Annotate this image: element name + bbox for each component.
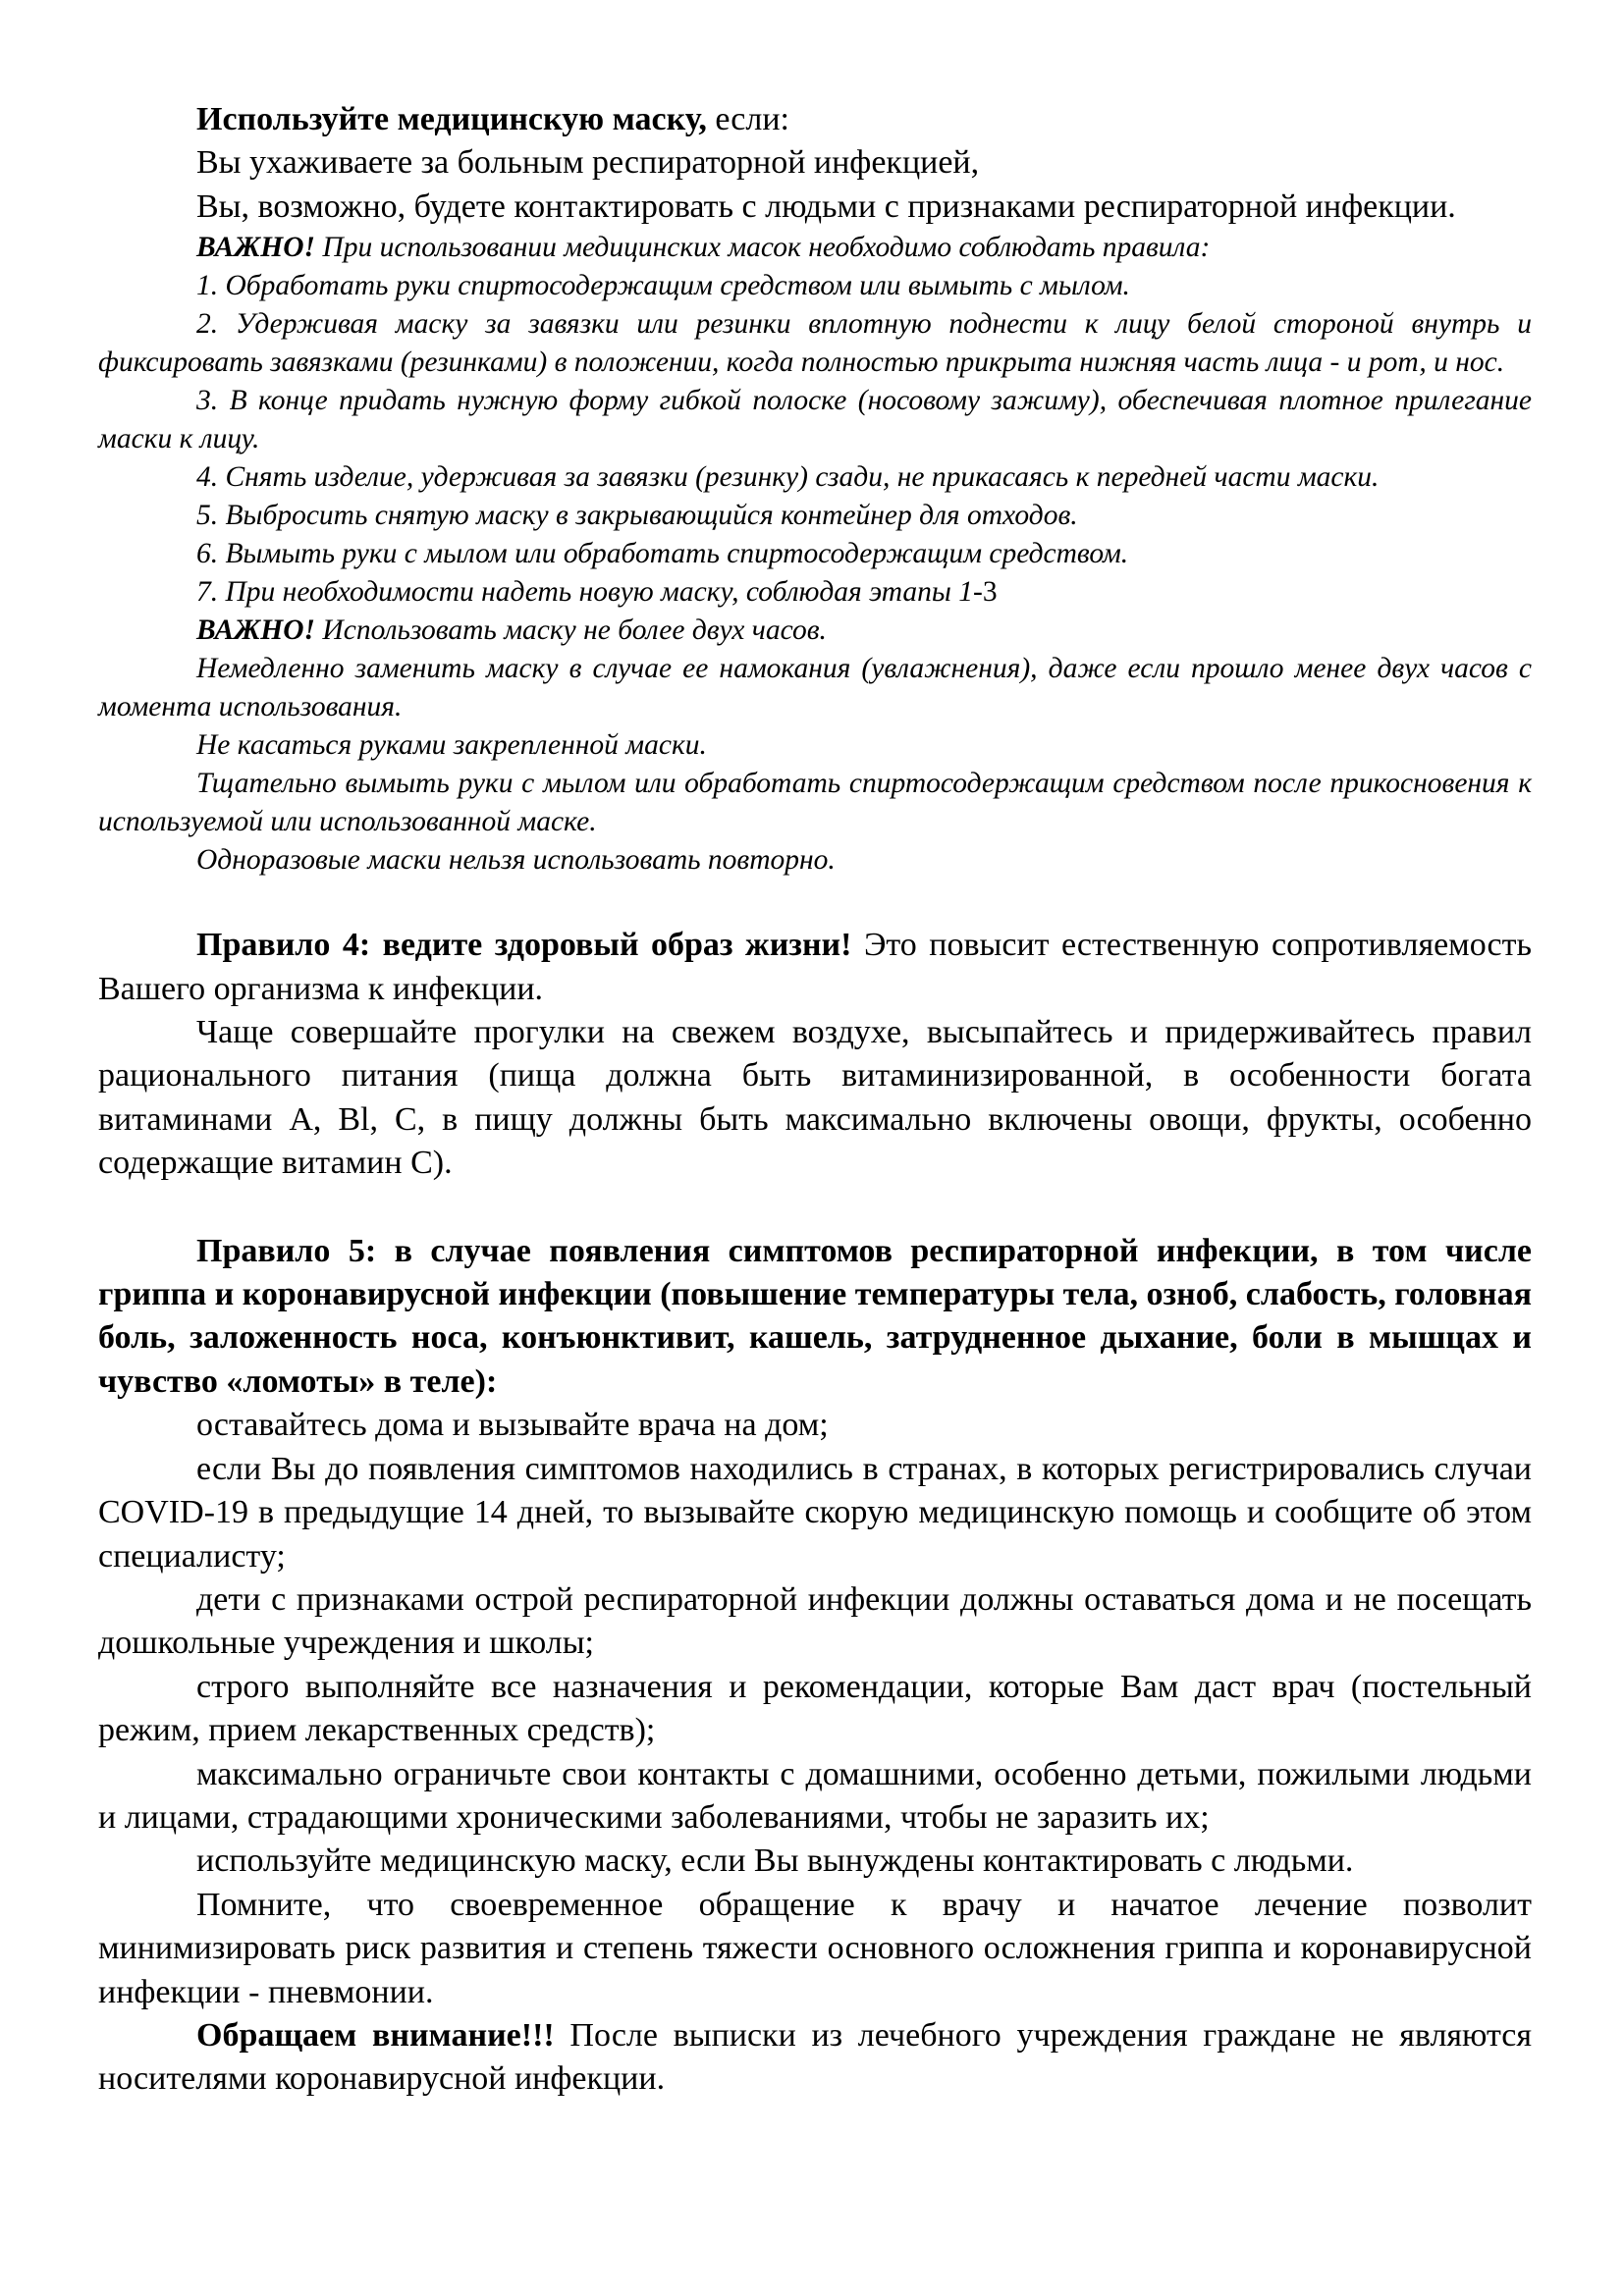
mask-intro xyxy=(98,98,1532,141)
important-label-2: ВАЖНО! xyxy=(196,614,316,647)
attention-note xyxy=(98,2014,1532,2102)
mask-step-1: 1. Обработать руки спиртосодержащим средством или вымыть с мылом. xyxy=(196,270,1130,302)
rule-5-item-4: строго выполняйте все назначения и рекомендации, которые Вам даст врач (постельный режим, прием лекарственных средств); xyxy=(98,1668,1532,1749)
rule-4-body: Чаще совершайте прогулки на свежем воздухе, высыпайтесь и придерживайтесь правил рационального питания (пища должна быть витаминизированной, в особенности богата витаминами А, Bl, С, в пищу должны быть максимально включены овощи, фрукты, особенно содержащие витамин С). xyxy=(98,1014,1532,1182)
mask-intro-bold: Используйте медицинскую маску, xyxy=(196,101,707,137)
important-label: ВАЖНО! xyxy=(196,232,316,264)
mask-note-3: Тщательно вымыть руки с мылом или обработать спиртосодержащим средством после прикосновения к используемой или использованной маске. xyxy=(98,768,1532,838)
mask-step-6: 6. Вымыть руки с мылом или обработать спиртосодержащим средством. xyxy=(196,538,1129,570)
mask-note-2: Не касаться руками закрепленной маски. xyxy=(196,729,707,762)
mask-case-2: Вы, возможно, будете контактировать с людьми с признаками респираторной инфекции. xyxy=(196,187,1456,225)
rule-4-intro: Это повысит естественную сопротивляемость Вашего организма к инфекции. xyxy=(98,927,1532,1007)
rule-5-item-3: дети с признаками острой респираторной инфекции должны оставаться дома и не посещать дошкольные учреждения и школы; xyxy=(98,1580,1532,1662)
mask-step-3: 3. В конце придать нужную форму гибкой полоске (носовому зажиму), обеспечивая плотное прилегание маски к лицу. xyxy=(98,385,1532,455)
important-duration xyxy=(98,612,1532,650)
attention-text: После выписки из лечебного учреждения граждане не являются носителями коронавирусной инфекции. xyxy=(98,2016,1532,2098)
mask-step-7-range: -3 xyxy=(973,576,998,609)
mask-step-7-text: 7. При необходимости надеть новую маску, соблюдая этапы 1 xyxy=(196,576,974,609)
mask-intro-rest: если: xyxy=(706,101,789,137)
document-page xyxy=(98,98,1532,2102)
rule-5-item-6: используйте медицинскую маску, если Вы вынуждены контактировать с людьми. xyxy=(196,1842,1354,1880)
mask-note-1: Немедленно заменить маску в случае ее намокания (увлажнения), даже если прошло менее двух часов с момента использования. xyxy=(98,653,1532,723)
rule-4-heading xyxy=(98,924,1532,1011)
rule-5-item-2: если Вы до появления симптомов находились в странах, в которых регистрировались случаи COVID-19 в предыдущие 14 дней, то вызывайте скорую медицинскую помощь и сообщите об этом специалисту; xyxy=(98,1450,1532,1575)
mask-note-4: Одноразовые маски нельзя использовать повторно. xyxy=(196,844,836,877)
mask-case-1: Вы ухаживаете за больным респираторной инфекцией, xyxy=(196,144,980,182)
important-rules-intro xyxy=(98,229,1532,267)
attention-label: Обращаем внимание!!! xyxy=(196,2016,555,2054)
important-duration-text: Использовать маску не более двух часов. xyxy=(315,614,827,647)
important-rules-text: При использовании медицинских масок необходимо соблюдать правила: xyxy=(315,232,1211,264)
mask-step-4: 4. Снять изделие, удерживая за завязки (резинку) сзади, не прикасаясь к передней части маски. xyxy=(196,461,1380,494)
rule-5-item-1: оставайтесь дома и вызывайте врача на дом; xyxy=(196,1407,829,1444)
rule-5-reminder: Помните, что своевременное обращение к врачу и начатое лечение позволит минимизировать риск развития и степень тяжести основного осложнения гриппа и коронавирусной инфекции - пневмонии. xyxy=(98,1886,1532,2010)
rule-5-item-5: максимально ограничьте свои контакты с домашними, особенно детьми, пожилыми людьми и лицами, страдающими хроническими заболеваниями, чтобы не заразить их; xyxy=(98,1755,1532,1836)
rule-5-heading: Правило 5: в случае появления симптомов респираторной инфекции, в том числе гриппа и коронавирусной инфекции (повышение температуры тела, озноб, слабость, головная боль, заложенность носа, конъюнктивит, кашель, затрудненное дыхание, боли в мышцах и чувство «ломоты» в теле): xyxy=(98,1232,1532,1400)
mask-step-5: 5. Выбросить снятую маску в закрывающийся контейнер для отходов. xyxy=(196,500,1078,532)
mask-step-2: 2. Удерживая маску за завязки или резинки вплотную поднести к лицу белой стороной внутрь и фиксировать завязками (резинками) в положении, когда полностью прикрыта нижняя часть лица - и рот, и нос. xyxy=(98,308,1532,379)
rule-4-title: Правило 4: ведите здоровый образ жизни! xyxy=(196,927,852,964)
mask-step-7 xyxy=(98,573,1532,612)
